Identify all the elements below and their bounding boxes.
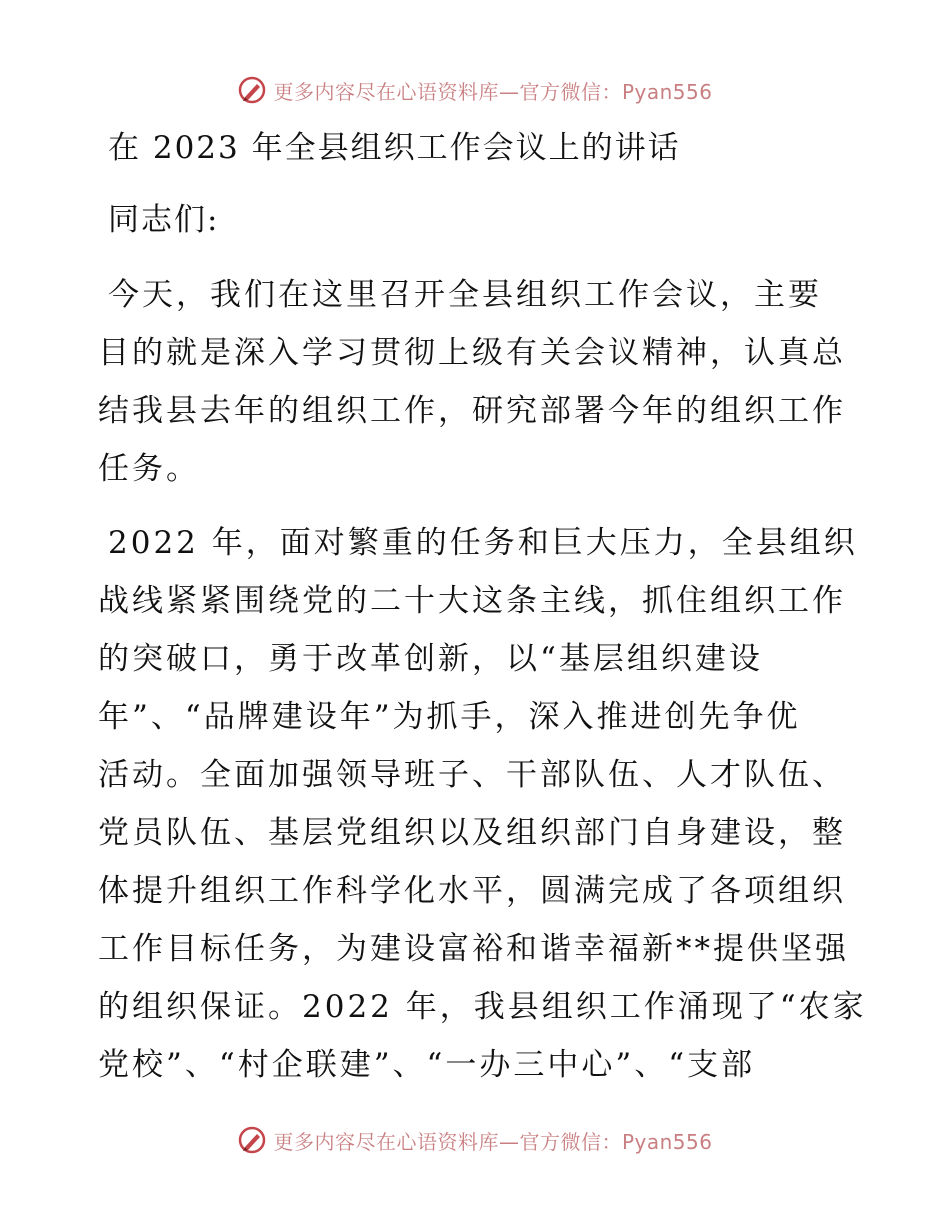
watermark-text: 更多内容尽在心语资料库—官方微信：Pyan556 xyxy=(273,1129,713,1154)
paragraph-line: 任务。 xyxy=(98,451,200,487)
paragraph-line: 战线紧紧围绕党的二十大这条主线，抓住组织工作 xyxy=(98,583,846,619)
watermark-header xyxy=(0,70,950,110)
paragraph-line: 今天，我们在这里召开全县组织工作会议，主要 xyxy=(108,277,822,313)
paragraph-line: 党校”、“村企联建”、“一办三中心”、“支部 xyxy=(98,1047,756,1083)
watermark-text: 更多内容尽在心语资料库—官方微信：Pyan556 xyxy=(273,79,713,104)
paragraph-line: 体提升组织工作科学化水平，圆满完成了各项组织 xyxy=(98,873,846,909)
paragraph-line: 党员队伍、基层党组织以及组织部门自身建设，整 xyxy=(98,815,846,851)
document-title: 在 2023 年全县组织工作会议上的讲话 xyxy=(108,130,681,166)
paragraph-1 xyxy=(98,266,858,498)
paragraph-line: 活动。全面加强领导班子、干部队伍、人才队伍、 xyxy=(98,757,846,793)
paragraph-line: 工作目标任务，为建设富裕和谐幸福新**提供坚强 xyxy=(98,931,849,967)
watermark-footer xyxy=(0,1120,950,1160)
paragraph-line: 结我县去年的组织工作，研究部署今年的组织工作 xyxy=(98,393,846,429)
paragraph-line: 年”、“品牌建设年”为抓手，深入推进创先争优 xyxy=(98,699,801,735)
paragraph-line: 的突破口，勇于改革创新，以“基层组织建设 xyxy=(98,641,763,677)
paragraph-2 xyxy=(98,514,867,1094)
paragraph-line: 目的就是深入学习贯彻上级有关会议精神，认真总 xyxy=(98,335,846,371)
pen-logo-icon xyxy=(237,1125,267,1155)
pen-logo-icon xyxy=(237,75,267,105)
paragraph-line: 的组织保证。2022 年，我县组织工作涌现了“农家 xyxy=(98,989,867,1025)
greeting: 同志们: xyxy=(108,202,220,238)
paragraph-line: 2022 年，面对繁重的任务和巨大压力，全县组织 xyxy=(108,525,858,561)
